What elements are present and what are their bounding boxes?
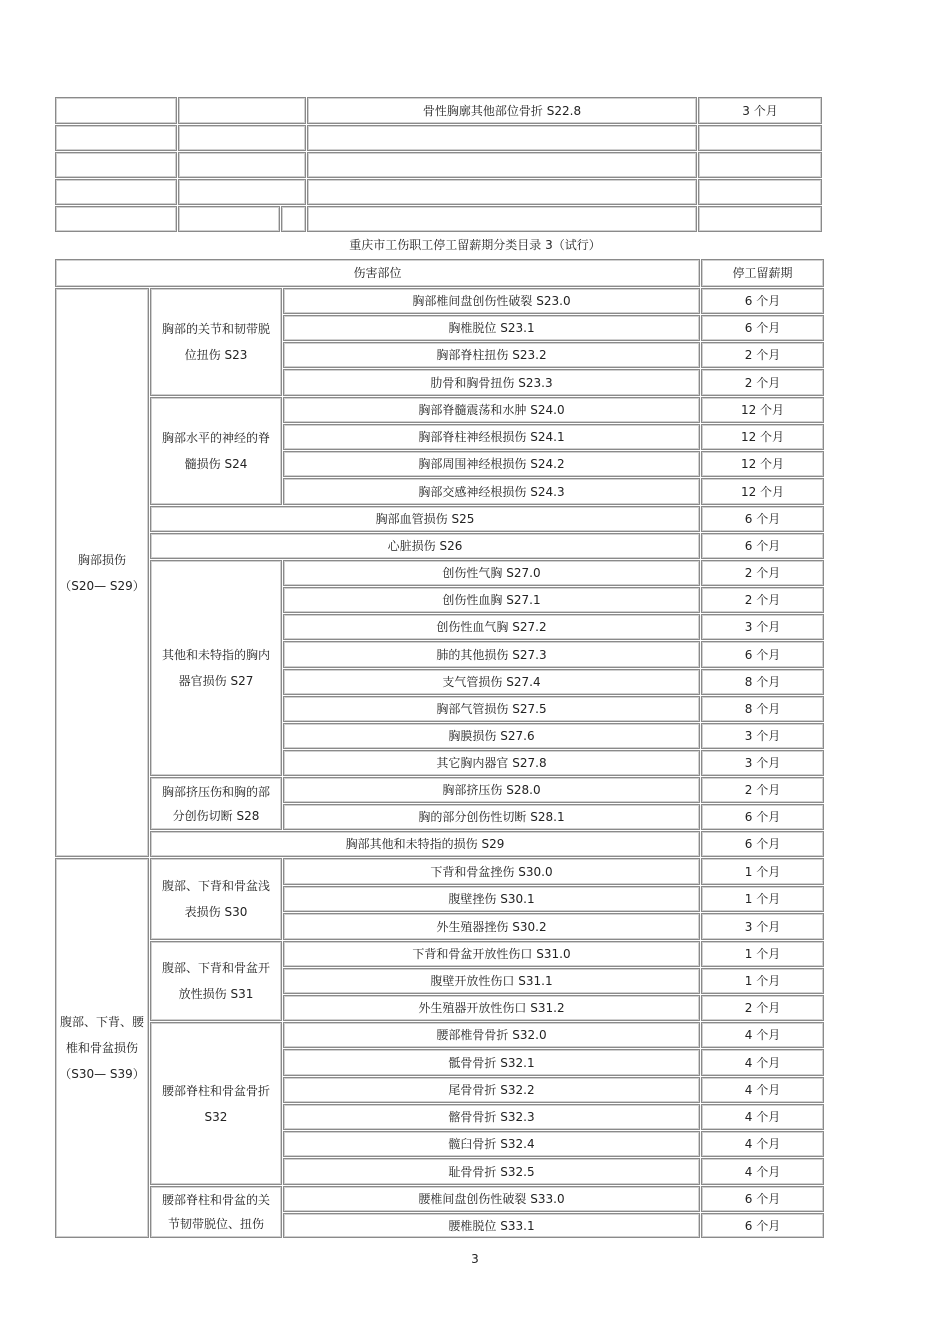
injury-name-cell	[307, 206, 697, 232]
subgroup-s23	[150, 288, 282, 396]
table-cell	[281, 206, 306, 232]
injury-name-cell: 胸椎脱位 S23.1	[283, 315, 700, 341]
period-cell: 2 个月	[701, 587, 824, 613]
injury-name-cell: 其它胸内器官 S27.8	[283, 750, 700, 776]
period-cell: 6 个月	[701, 533, 824, 559]
period-cell: 3 个月	[701, 913, 824, 940]
injury-name-cell: 腹壁开放性伤口 S31.1	[283, 968, 700, 994]
injury-name-cell: 胸部脊柱神经根损伤 S24.1	[283, 424, 700, 450]
group-abdomen	[55, 858, 149, 1238]
injury-name-cell: 下背和骨盆挫伤 S30.0	[283, 858, 700, 885]
subgroup-code: 位扭伤 S23	[184, 348, 248, 362]
subgroup-s30	[150, 858, 282, 940]
table-cell	[178, 206, 280, 232]
injury-name-cell: 创伤性血胸 S27.1	[283, 587, 700, 613]
injury-name-cell: 腰部椎骨骨折 S32.0	[283, 1022, 700, 1048]
subgroup-s33	[150, 1186, 282, 1238]
table-cell	[55, 179, 177, 205]
group-chest	[55, 288, 149, 857]
injury-name-cell: 髂骨骨折 S32.3	[283, 1104, 700, 1130]
period-cell: 1 个月	[701, 858, 824, 885]
period-cell: 6 个月	[701, 831, 824, 857]
injury-name-cell: 创伤性血气胸 S27.2	[283, 614, 700, 640]
subgroup-code: 髓损伤 S24	[184, 457, 248, 471]
period-cell: 1 个月	[701, 941, 824, 967]
subgroup-label: 胸部挤压伤和胸的部	[161, 784, 270, 799]
period-cell: 4 个月	[701, 1077, 824, 1103]
injury-name-cell: 尾骨骨折 S32.2	[283, 1077, 700, 1103]
period-cell: 1 个月	[701, 886, 824, 912]
subgroup-label: 其他和未特指的胸内	[161, 648, 270, 662]
injury-name-cell: 耻骨骨折 S32.5	[283, 1158, 700, 1185]
injury-name-cell: 胸部其他和未特指的损伤 S29	[150, 831, 700, 857]
subgroup-code: 器官损伤 S27	[178, 674, 254, 688]
injury-name-cell: 胸部挤压伤 S28.0	[283, 777, 700, 803]
subgroup-label: 胸部水平的神经的脊	[161, 431, 270, 445]
period-cell: 6 个月	[701, 641, 824, 668]
subgroup-label: 腰部脊柱和骨盆骨折	[161, 1083, 270, 1098]
period-cell: 4 个月	[701, 1131, 824, 1157]
group-label: 胸部损伤	[77, 552, 126, 567]
period-cell: 4 个月	[701, 1104, 824, 1130]
subgroup-code: S32	[204, 1109, 228, 1124]
subgroup-s31	[150, 941, 282, 1021]
table-cell	[55, 97, 177, 124]
period-cell: 12 个月	[701, 478, 824, 505]
table-cell	[178, 125, 306, 151]
table-cell	[178, 179, 306, 205]
period-cell: 4 个月	[701, 1022, 824, 1048]
period-cell: 12 个月	[701, 451, 824, 477]
page-number: 3	[471, 1252, 479, 1266]
table-cell	[55, 152, 177, 178]
injury-name-cell: 外生殖器开放性伤口 S31.2	[283, 995, 700, 1021]
injury-name-cell: 胸部脊柱扭伤 S23.2	[283, 342, 700, 368]
period-cell: 2 个月	[701, 995, 824, 1021]
table-cell	[178, 97, 306, 124]
injury-name-cell: 下背和骨盆开放性伤口 S31.0	[283, 941, 700, 967]
injury-name-cell: 胸部椎间盘创伤性破裂 S23.0	[283, 288, 700, 314]
table-cell	[55, 125, 177, 151]
period-cell: 6 个月	[701, 1213, 824, 1238]
page-title: 重庆市工伤职工停工留薪期分类目录 3（试行）	[349, 238, 601, 252]
injury-name-cell: 胸的部分创伤性切断 S28.1	[283, 804, 700, 830]
period-cell: 4 个月	[701, 1158, 824, 1185]
period-cell: 3 个月	[701, 614, 824, 640]
injury-name-cell: 胸部交感神经根损伤 S24.3	[283, 478, 700, 505]
injury-name-cell	[307, 179, 697, 205]
group-code: （S30— S39）	[59, 1067, 145, 1081]
injury-name-cell: 髋臼骨折 S32.4	[283, 1131, 700, 1157]
subgroup-label: 腹部、下背和骨盆开	[161, 961, 270, 975]
period-cell: 8 个月	[701, 669, 824, 695]
injury-name-cell: 腰椎脱位 S33.1	[283, 1213, 700, 1238]
injury-name-cell: 外生殖器挫伤 S30.2	[283, 913, 700, 940]
injury-name-cell: 胸部血管损伤 S25	[150, 506, 700, 532]
subgroup-code: 放性损伤 S31	[178, 987, 254, 1001]
period-cell: 6 个月	[701, 315, 824, 341]
period-cell: 6 个月	[701, 288, 824, 314]
injury-name-cell: 胸部气管损伤 S27.5	[283, 696, 700, 722]
period-cell: 12 个月	[701, 397, 824, 423]
subgroup-s32	[150, 1022, 282, 1185]
injury-name-cell: 支气管损伤 S27.4	[283, 669, 700, 695]
header-injury-site: 伤害部位	[55, 259, 700, 287]
injury-name-cell: 骨性胸廓其他部位骨折 S22.8	[307, 97, 697, 124]
period-cell: 2 个月	[701, 342, 824, 368]
table-cell	[178, 152, 306, 178]
injury-name-cell: 肋骨和胸骨扭伤 S23.3	[283, 369, 700, 396]
period-cell: 2 个月	[701, 777, 824, 803]
table-cell	[55, 206, 177, 232]
period-cell: 6 个月	[701, 1186, 824, 1212]
period-cell: 8 个月	[701, 696, 824, 722]
injury-name-cell	[307, 152, 697, 178]
subgroup-s27	[150, 560, 282, 776]
injury-name-cell: 腹壁挫伤 S30.1	[283, 886, 700, 912]
injury-name-cell: 骶骨骨折 S32.1	[283, 1049, 700, 1076]
injury-name-cell: 胸膜损伤 S27.6	[283, 723, 700, 749]
injury-name-cell: 心脏损伤 S26	[150, 533, 700, 559]
injury-name-cell: 胸部周围神经根损伤 S24.2	[283, 451, 700, 477]
subgroup-label: 节韧带脱位、扭伤	[167, 1217, 264, 1231]
injury-name-cell: 创伤性气胸 S27.0	[283, 560, 700, 586]
subgroup-s24	[150, 397, 282, 505]
injury-name-cell: 肺的其他损伤 S27.3	[283, 641, 700, 668]
subgroup-s28	[150, 777, 282, 830]
subgroup-label: 腰部脊柱和骨盆的关	[161, 1193, 270, 1207]
period-cell	[698, 179, 822, 205]
period-cell	[698, 125, 822, 151]
period-cell: 3 个月	[701, 750, 824, 776]
subgroup-label: 胸部的关节和韧带脱	[161, 322, 270, 336]
period-cell	[698, 206, 822, 232]
injury-name-cell: 腰椎间盘创伤性破裂 S33.0	[283, 1186, 700, 1212]
period-cell: 6 个月	[701, 804, 824, 830]
period-cell: 3 个月	[701, 723, 824, 749]
period-cell: 12 个月	[701, 424, 824, 450]
header-period: 停工留薪期	[701, 259, 824, 287]
group-label: 腹部、下背、腰	[59, 1015, 144, 1029]
period-cell: 1 个月	[701, 968, 824, 994]
period-cell: 4 个月	[701, 1049, 824, 1076]
subgroup-code: 表损伤 S30	[184, 905, 248, 919]
period-cell: 2 个月	[701, 369, 824, 396]
subgroup-code: 分创伤切断 S28	[172, 808, 260, 823]
period-cell	[698, 152, 822, 178]
injury-name-cell: 胸部脊髓震荡和水肿 S24.0	[283, 397, 700, 423]
injury-name-cell	[307, 125, 697, 151]
group-label: 椎和骨盆损伤	[65, 1041, 138, 1055]
period-cell: 2 个月	[701, 560, 824, 586]
period-cell: 6 个月	[701, 506, 824, 532]
group-code: （S20— S29）	[59, 578, 145, 593]
subgroup-label: 腹部、下背和骨盆浅	[161, 879, 270, 893]
period-cell: 3 个月	[698, 97, 822, 124]
